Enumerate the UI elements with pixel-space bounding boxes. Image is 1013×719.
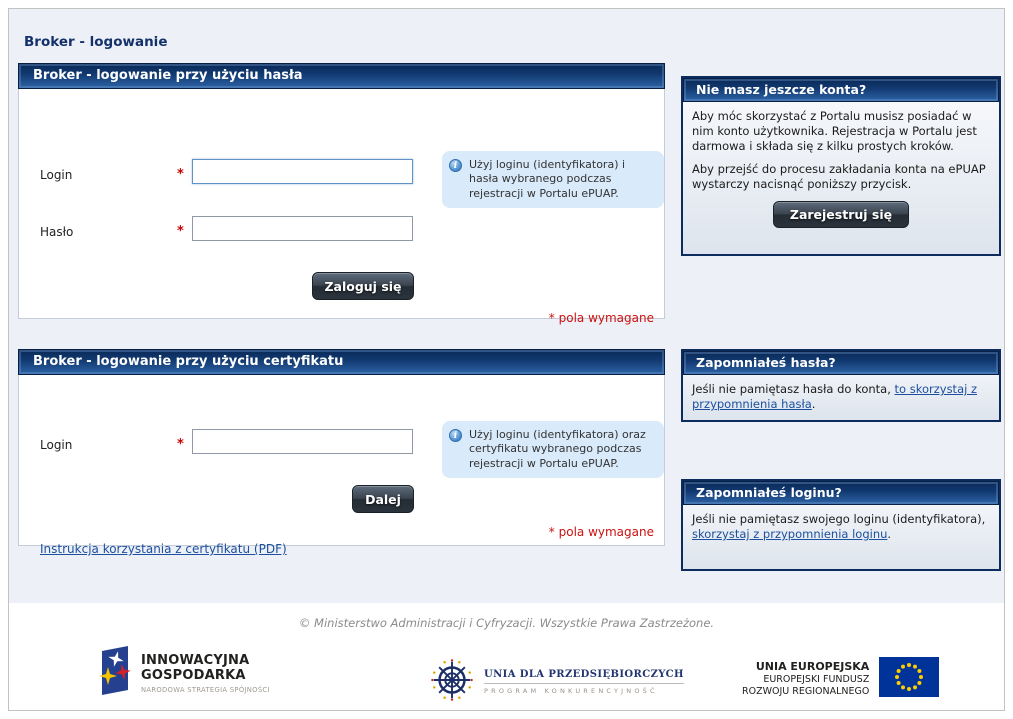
- password-input[interactable]: [192, 216, 413, 241]
- forgot-login-panel-body: [683, 505, 999, 549]
- no-account-panel-body: [683, 102, 999, 237]
- password-label: Hasło: [40, 225, 74, 239]
- login-required-marker: *: [177, 167, 184, 182]
- no-account-paragraph-1: Aby móc skorzystać z Portalu musisz posiadać w nim konto użytkownika. Rejestracja w Portalu jest darmowa i składa się z kilku prostych kroków.: [692, 109, 977, 154]
- password-login-info-text: Użyj loginu (identyfikatora) i hasła wybranego podczas rejestracji w Portalu ePUAP.: [469, 158, 626, 200]
- certificate-login-panel-body: [18, 375, 665, 556]
- certificate-login-info-box: [442, 421, 664, 478]
- copyright-text: © Ministerstwo Administracji i Cyfryzacji. Wszystkie Prawa Zastrzeżone.: [298, 616, 715, 630]
- cert-required-fields-note: * pola wymagane: [548, 525, 654, 539]
- forgot-password-text-prefix: Jeśli nie pamiętasz hasła do konta,: [692, 382, 895, 396]
- logo-text-line: INNOWACYJNA: [141, 653, 250, 668]
- page-title: Broker - logowanie: [24, 34, 168, 50]
- info-icon: i: [449, 159, 462, 172]
- password-login-panel-header: Broker - logowanie przy użyciu hasła: [18, 63, 665, 89]
- certificate-login-panel-header: Broker - logowanie przy użyciu certyfikatu: [18, 349, 665, 375]
- cert-login-required-marker: *: [177, 437, 184, 452]
- no-account-paragraph-2: Aby przejść do procesu zakładania konta na ePUAP wystarczy nacisnąć poniższy przycisk.: [692, 161, 986, 191]
- cert-login-input[interactable]: [192, 429, 413, 454]
- innovative-economy-flag-icon: [95, 645, 133, 703]
- forgot-login-text-prefix: Jeśli nie pamiętasz swojego loginu (identyfikatora),: [692, 512, 986, 526]
- logo-text-line: UNIA DLA PRZEDSIĘBIORCZYCH: [484, 669, 684, 684]
- ship-wheel-icon: [429, 657, 475, 707]
- password-required-marker: *: [177, 224, 184, 239]
- union-for-entrepreneurs-logo: [429, 657, 684, 707]
- logo-text-line: EUROPEJSKI FUNDUSZ: [763, 674, 870, 685]
- cert-login-label: Login: [40, 438, 73, 452]
- no-account-panel: [681, 76, 1001, 256]
- certificate-next-button[interactable]: Dalej: [352, 485, 414, 513]
- eu-flag-icon: [879, 657, 939, 701]
- no-account-panel-header: Nie masz jeszcze konta?: [683, 78, 999, 102]
- forgot-login-panel: [681, 479, 1001, 571]
- logo-text-line: NARODOWA STRATEGIA SPÓJNOŚCI: [141, 685, 270, 694]
- forgot-login-panel-header: Zapomniałeś loginu?: [683, 481, 999, 505]
- forgot-password-panel: [681, 349, 1001, 422]
- login-label: Login: [40, 168, 73, 182]
- union-for-entrepreneurs-logo-text: [484, 669, 684, 695]
- password-login-panel: [18, 63, 665, 325]
- innovative-economy-logo: [95, 645, 270, 703]
- forgot-password-panel-body: [683, 375, 999, 419]
- login-submit-button[interactable]: Zaloguj się: [312, 272, 414, 300]
- password-reminder-link[interactable]: to skorzystaj z przypomnienia hasła: [692, 382, 977, 412]
- page-frame: [8, 8, 1005, 711]
- forgot-password-panel-header: Zapomniałeś hasła?: [683, 351, 999, 375]
- login-input[interactable]: [192, 159, 413, 184]
- login-reminder-link[interactable]: skorzystaj z przypomnienia loginu: [692, 527, 888, 542]
- certificate-instruction-link[interactable]: Instrukcja korzystania z certyfikatu (PDF): [40, 542, 287, 556]
- logo-text-line: PROGRAM KONKURENCYJNOŚĆ: [484, 687, 658, 695]
- password-login-panel-body: [18, 89, 665, 325]
- innovative-economy-logo-text: [141, 645, 270, 694]
- password-login-info-box: [442, 151, 664, 208]
- info-icon: i: [449, 429, 462, 442]
- certificate-login-info-text: Użyj loginu (identyfikatora) oraz certyfikatu wybranego podczas rejestracji w Portalu ePUAP.: [469, 428, 646, 470]
- logo-text-line: UNIA EUROPEJSKA: [755, 660, 870, 674]
- required-fields-note: * pola wymagane: [548, 311, 654, 325]
- forgot-login-text-suffix: .: [887, 527, 892, 542]
- european-union-logo: [742, 657, 939, 701]
- register-button[interactable]: Zarejestruj się: [773, 201, 909, 228]
- certificate-login-panel: [18, 349, 665, 556]
- european-union-logo-text: [742, 660, 869, 698]
- logo-text-line: ROZWOJU REGIONALNEGO: [742, 685, 870, 697]
- logo-text-line: GOSPODARKA: [141, 667, 246, 683]
- forgot-password-text-suffix: .: [811, 397, 816, 412]
